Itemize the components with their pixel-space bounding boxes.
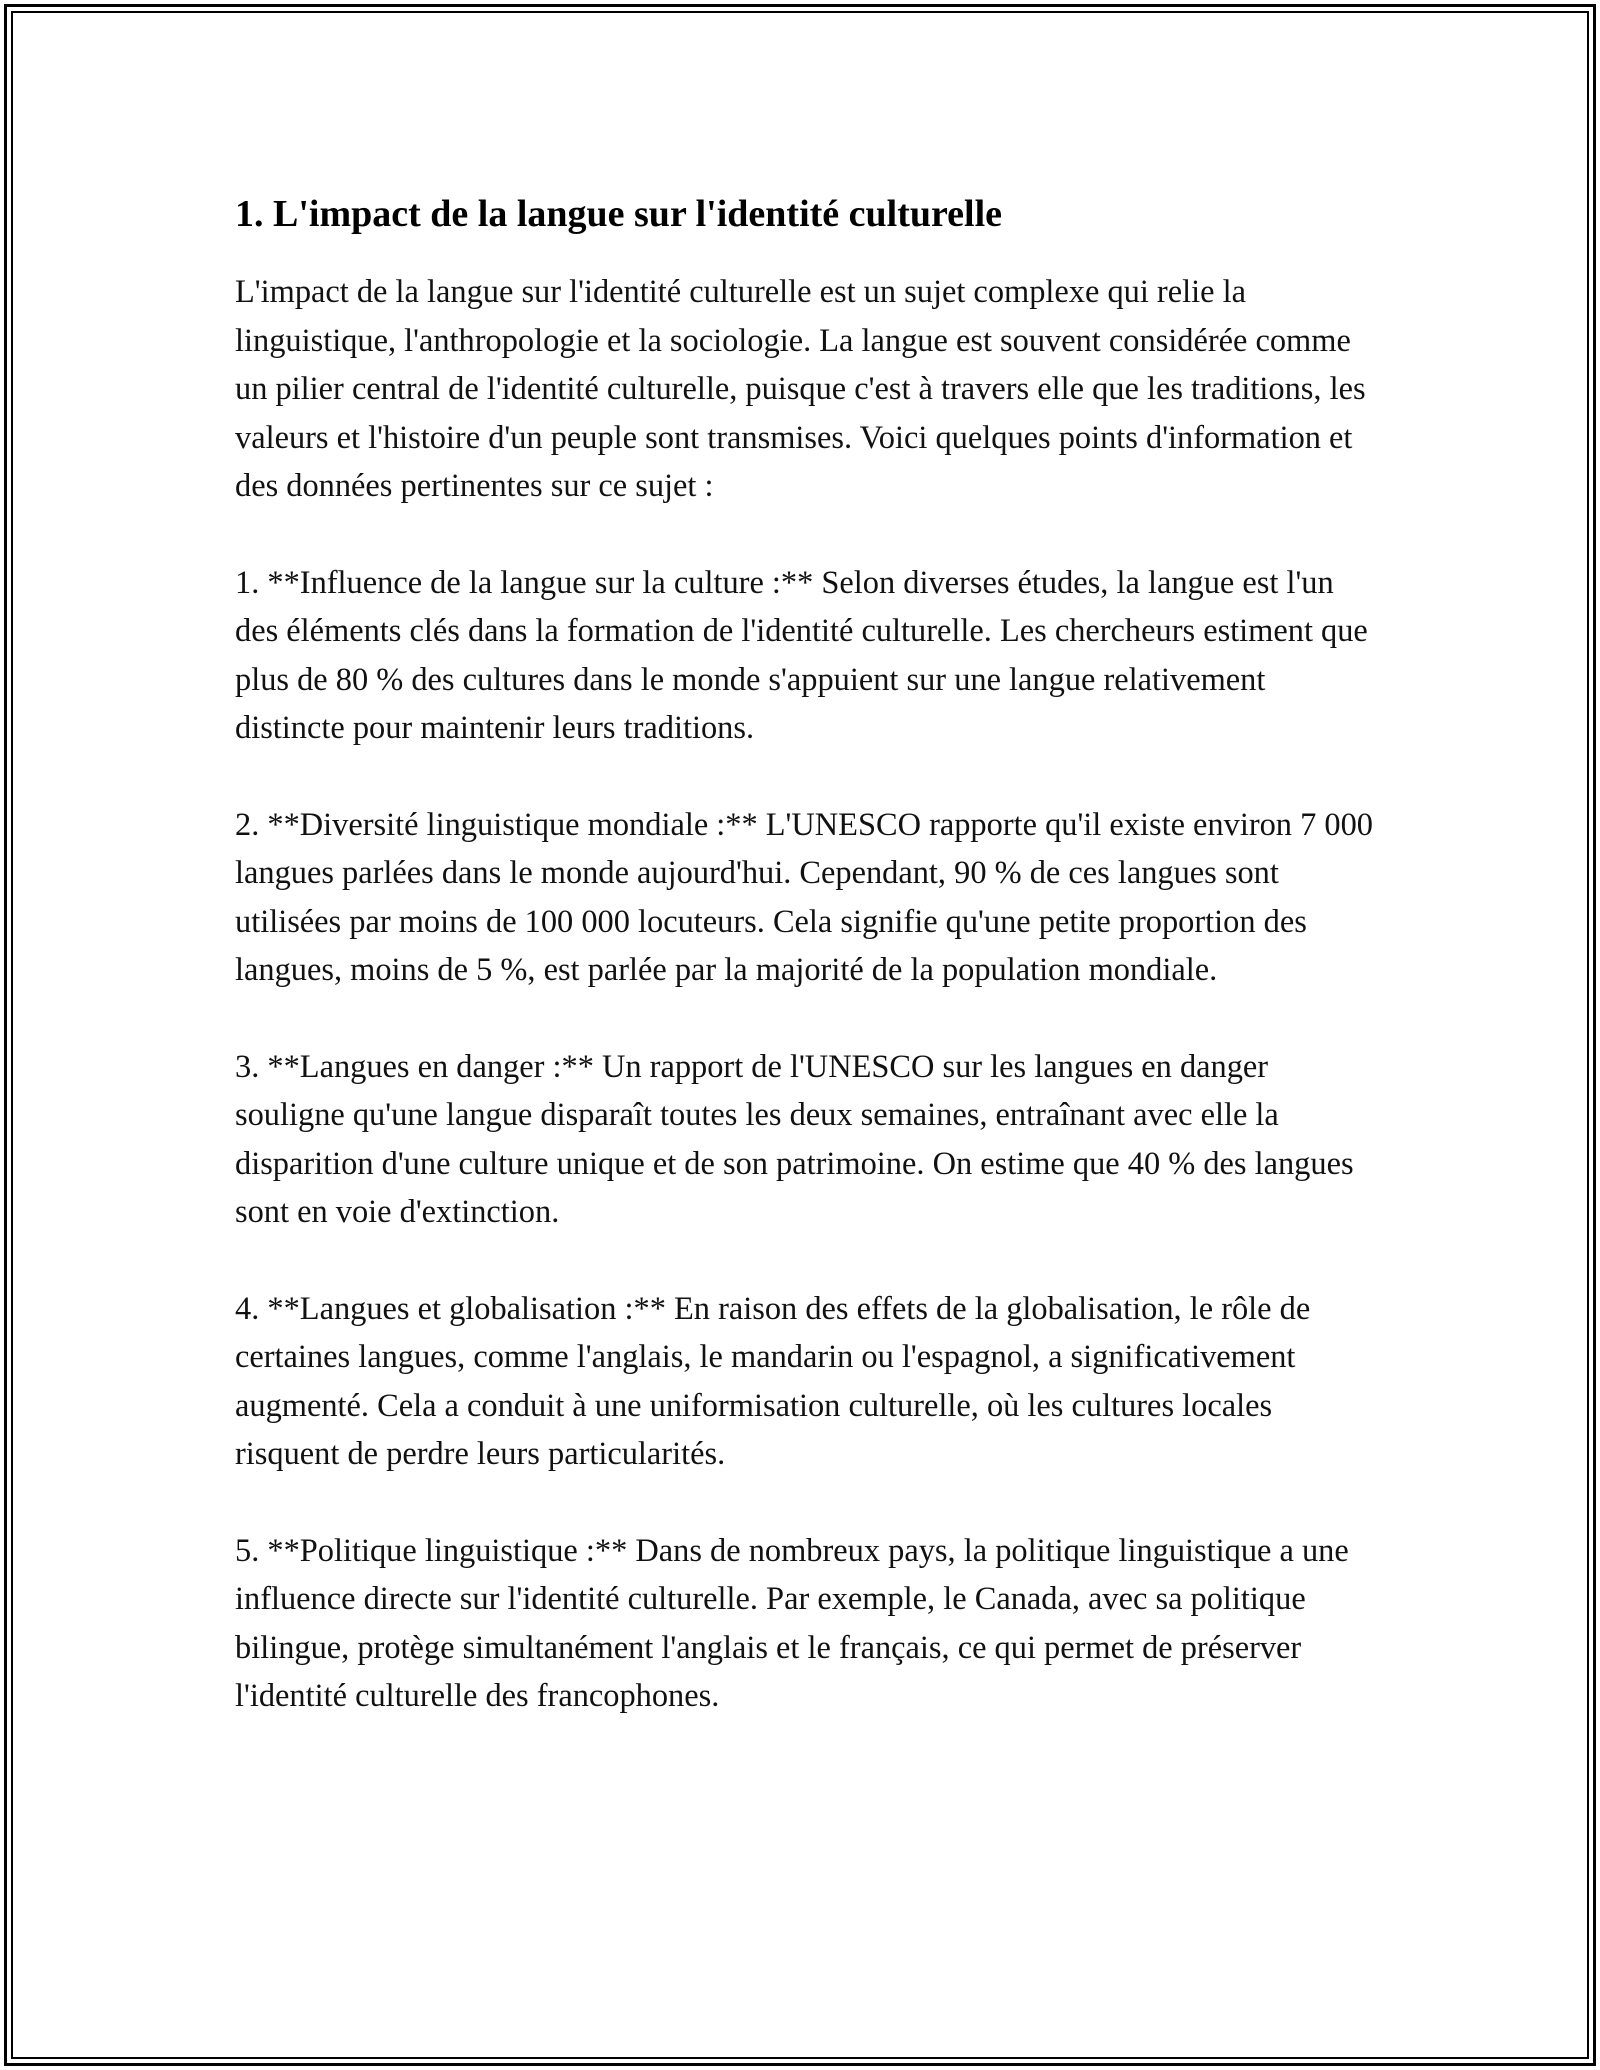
document-body [235, 188, 1375, 1721]
point-2-paragraph: 2. **Diversité linguistique mondiale :** L'UNESCO rapporte qu'il existe environ 7 000 langues parlées dans le monde aujourd'hui. Cependant, 90 % de ces langues sont utilisées par moins de 100 000 locuteurs. Cela signifie qu'une petite proportion des langues, moins de 5 %, est parlée par la majorité de la population mondiale. [235, 806, 1373, 988]
point-5-paragraph: 5. **Politique linguistique :** Dans de nombreux pays, la politique linguistique a une influence directe sur l'identité culturelle. Par exemple, le Canada, avec sa politique bilingue, protège simultanément l'anglais et le français, ce qui permet de préserver l'identité culturelle des francophones. [235, 1532, 1349, 1714]
intro-paragraph: L'impact de la langue sur l'identité culturelle est un sujet complexe qui relie la linguistique, l'anthropologie et la sociologie. La langue est souvent considérée comme un pilier central de l'identité culturelle, puisque c'est à travers elle que les traditions, les valeurs et l'histoire d'un peuple sont transmises. Voici quelques points d'information et des données pertinentes sur ce sujet : [235, 274, 1366, 504]
point-4-paragraph: 4. **Langues et globalisation :** En raison des effets de la globalisation, le rôle de certaines langues, comme l'anglais, le mandarin ou l'espagnol, a significativement augmenté. Cela a conduit à une uniformisation culturelle, où les cultures locales risquent de perdre leurs particularités. [235, 1290, 1311, 1472]
point-1-paragraph: 1. **Influence de la langue sur la culture :** Selon diverses études, la langue est l'un des éléments clés dans la formation de l'identité culturelle. Les chercheurs estiment que plus de 80 % des cultures dans le monde s'appuient sur une langue relativement distincte pour maintenir leurs traditions. [235, 564, 1368, 746]
point-3-paragraph: 3. **Langues en danger :** Un rapport de l'UNESCO sur les langues en danger souligne qu'une langue disparaît toutes les deux semaines, entraînant avec elle la disparition d'une culture unique et de son patrimoine. On estime que 40 % des langues sont en voie d'extinction. [235, 1048, 1354, 1230]
document-title: 1. L'impact de la langue sur l'identité culturelle [235, 193, 1003, 235]
